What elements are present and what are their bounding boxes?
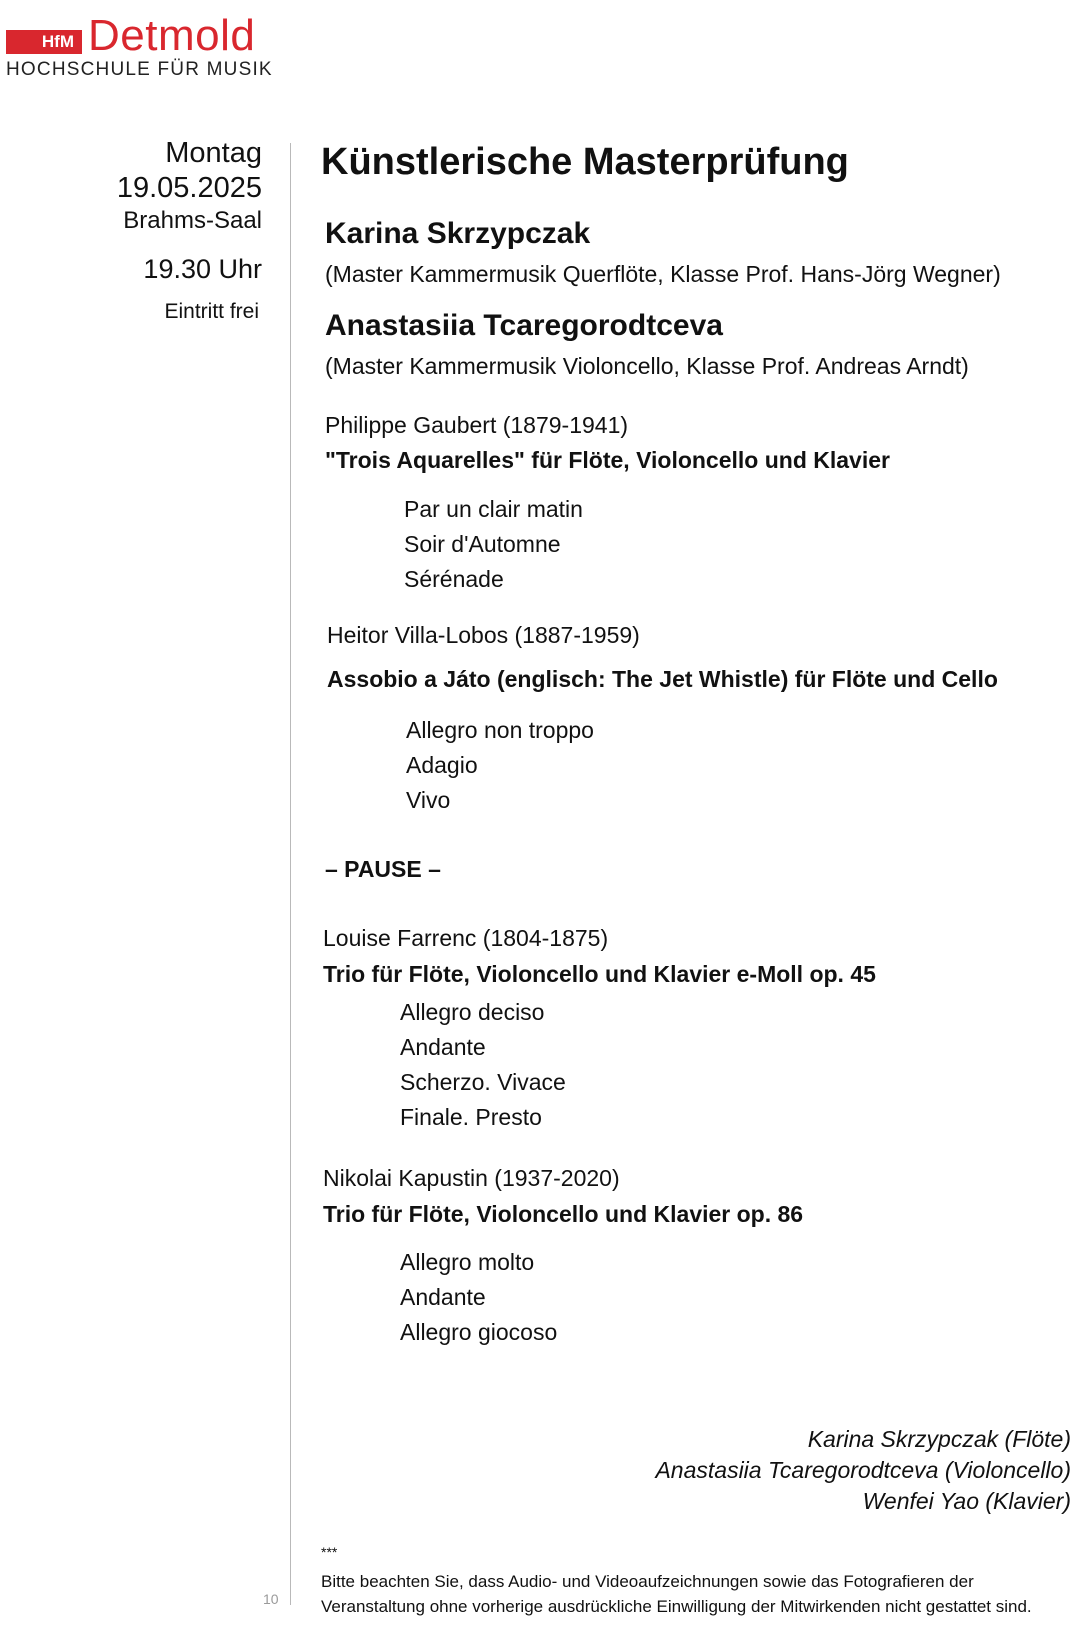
- credit-line: Anastasiia Tcaregorodtceva (Violoncello): [655, 1457, 1071, 1483]
- work-movement: Vivo: [406, 787, 451, 813]
- performer-name: Anastasiia Tcaregorodtceva: [325, 309, 723, 342]
- work-movement: Allegro molto: [400, 1249, 535, 1275]
- work-composer: Louise Farrenc (1804-1875): [323, 925, 609, 951]
- work-composer: Philippe Gaubert (1879-1941): [325, 412, 629, 438]
- performer-credits: [655, 1424, 1071, 1517]
- event-day: Montag: [165, 137, 262, 169]
- work-movement: Par un clair matin: [404, 496, 583, 522]
- work-movement: Andante: [400, 1034, 486, 1060]
- event-date: 19.05.2025: [116, 172, 262, 204]
- performer-program: (Master Kammermusik Querflöte, Klasse Prof. Hans-Jörg Wegner): [325, 261, 1001, 287]
- work-movement: Soir d'Automne: [404, 531, 561, 557]
- column-divider: [290, 143, 291, 1605]
- separator-stars: ***: [321, 1544, 338, 1560]
- work-movement: Allegro non troppo: [406, 717, 594, 743]
- credit-line: Wenfei Yao (Klavier): [862, 1488, 1071, 1514]
- work-composer: Heitor Villa-Lobos (1887-1959): [327, 622, 640, 648]
- performer-program: (Master Kammermusik Violoncello, Klasse Prof. Andreas Arndt): [325, 353, 969, 379]
- work-title: Assobio a Játo (englisch: The Jet Whistle) für Flöte und Cello: [327, 666, 998, 692]
- page-number: 10: [263, 1591, 279, 1607]
- work-title: Trio für Flöte, Violoncello und Klavier op. 86: [323, 1201, 804, 1227]
- logo-name: Detmold: [88, 11, 256, 60]
- event-time: 19.30 Uhr: [143, 254, 262, 284]
- pause-label: – PAUSE –: [325, 856, 441, 882]
- work-movement: Adagio: [406, 752, 478, 778]
- event-admission: Eintritt frei: [164, 300, 259, 323]
- logo-badge: HfM: [6, 30, 82, 54]
- page-title: Künstlerische Masterprüfung: [321, 141, 849, 183]
- recording-notice: Bitte beachten Sie, dass Audio- und Videoaufzeichnungen sowie das Fotografieren der Veranstaltung ohne vorherige ausdrückliche Einwilligung der Mitwirkenden nicht gestattet sind.: [321, 1572, 1032, 1616]
- work-movement: Allegro giocoso: [400, 1319, 558, 1345]
- event-venue: Brahms-Saal: [123, 207, 262, 234]
- work-movement: Scherzo. Vivace: [400, 1069, 566, 1095]
- work-movement: Finale. Presto: [400, 1104, 542, 1130]
- logo-subtitle: HOCHSCHULE FÜR MUSIK: [6, 59, 273, 80]
- performer-name: Karina Skrzypczak: [325, 217, 591, 250]
- work-movement: Andante: [400, 1284, 486, 1310]
- work-title: "Trois Aquarelles" für Flöte, Violoncello und Klavier: [325, 447, 890, 473]
- work-title: Trio für Flöte, Violoncello und Klavier e-Moll op. 45: [323, 961, 876, 987]
- work-movement: Sérénade: [404, 566, 504, 592]
- work-movement: Allegro deciso: [400, 999, 545, 1025]
- credit-line: Karina Skrzypczak (Flöte): [807, 1426, 1071, 1452]
- work-composer: Nikolai Kapustin (1937-2020): [323, 1165, 620, 1191]
